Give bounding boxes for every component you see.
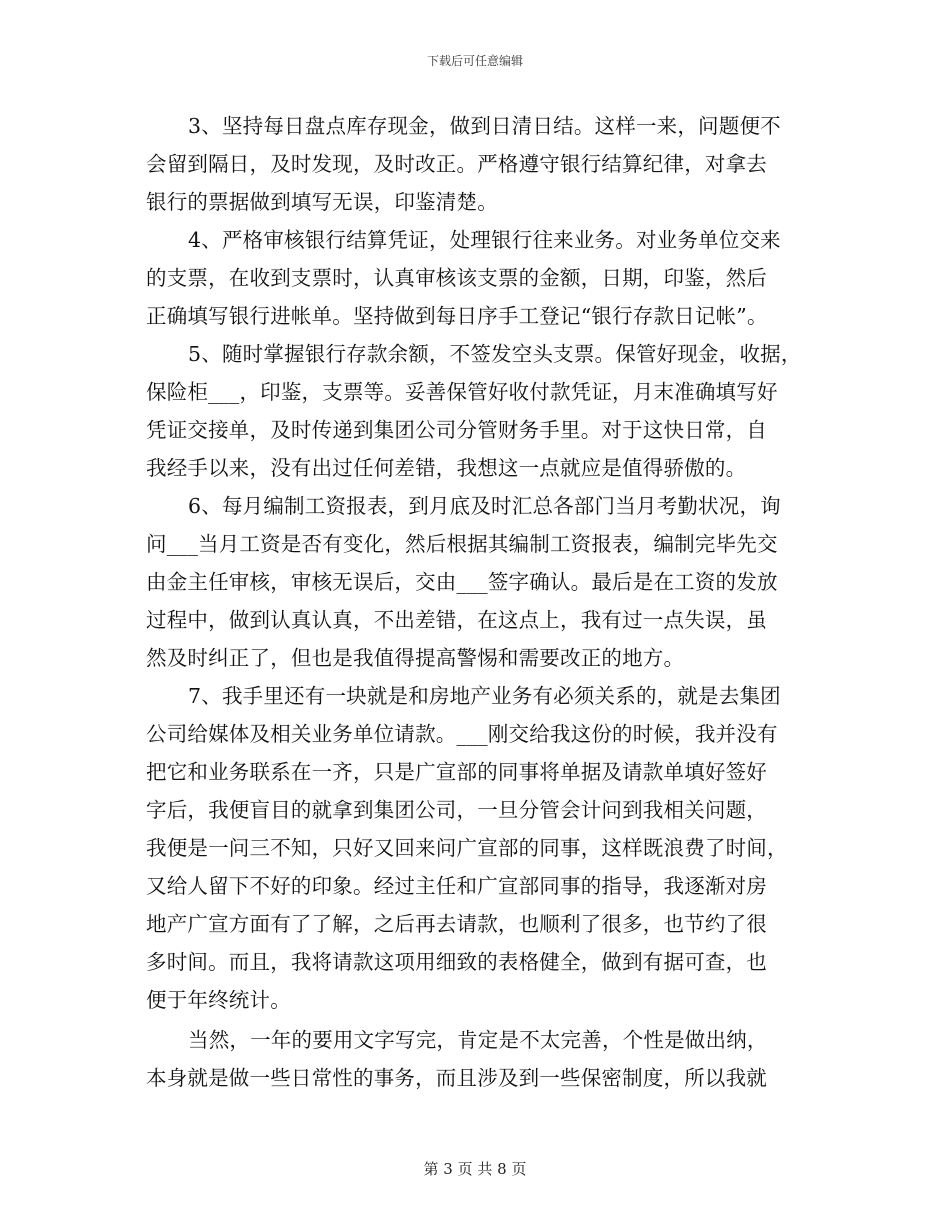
text-line: 过程中，做到认真认真，不出差错，在这点上，我有过一点失误，虽 [146, 608, 767, 632]
text-line: 3、坚持每日盘点库存现金，做到日清日结。这样一来，问题便不 [188, 114, 781, 138]
text-line: 会留到隔日，及时发现，及时改正。严格遵守银行结算纪律，对拿去 [146, 152, 767, 176]
text-line: 公司给媒体及相关业务单位请款。___刚交给我这份的时候，我并没有 [146, 722, 778, 746]
text-line: 本身就是做一些日常性的事务，而且涉及到一些保密制度，所以我就 [146, 1066, 767, 1090]
page-number-footer: 第 3 页 共 8 页 [423, 1160, 527, 1178]
text-line: 4、严格审核银行结算凭证，处理银行往来业务。对业务单位交来 [188, 228, 781, 252]
page-header-note: 下载后可任意编辑 [426, 54, 523, 68]
text-line: 正确填写银行进帐单。坚持做到每日序手工登记“银行存款日记帐”。 [146, 304, 768, 328]
text-line: 我便是一问三不知，只好又回来问广宣部的同事，这样既浪费了时间， [146, 836, 788, 860]
text-line: 7、我手里还有一块就是和房地产业务有必须关系的，就是去集团 [188, 684, 781, 708]
text-line: 5、随时掌握银行存款余额，不签发空头支票。保管好现金，收据， [188, 342, 802, 366]
text-line: 当然，一年的要用文字写完，肯定是不太完善，个性是做出纳， [188, 1028, 768, 1052]
text-line: 我经手以来，没有出过任何差错，我想这一点就应是值得骄傲的。 [146, 456, 747, 480]
text-line: 把它和业务联系在一齐，只是广宣部的同事将单据及请款单填好签好 [146, 760, 767, 784]
text-line: 多时间。而且，我将请款这项用细致的表格健全，做到有据可查，也 [146, 950, 767, 974]
text-line: 凭证交接单，及时传递到集团公司分管财务手里。对于这快日常，自 [146, 418, 767, 442]
text-line: 然及时纠正了，但也是我值得提高警惕和需要改正的地方。 [146, 646, 685, 670]
text-line: 字后，我便盲目的就拿到集团公司，一旦分管会计问到我相关问题， [146, 798, 767, 822]
text-line: 由金主任审核，审核无误后，交由___签字确认。最后是在工资的发放 [146, 570, 778, 594]
text-line: 6、每月编制工资报表，到月底及时汇总各部门当月考勤状况，询 [188, 494, 781, 518]
text-line: 问___当月工资是否有变化，然后根据其编制工资报表，编制完毕先交 [146, 532, 778, 556]
text-line: 保险柜___，印鉴，支票等。妥善保管好收付款凭证，月末准确填写好 [146, 380, 778, 404]
text-line: 地产广宣方面有了了解，之后再去请款，也顺利了很多，也节约了很 [146, 912, 767, 936]
text-line: 的支票，在收到支票时，认真审核该支票的金额，日期，印鉴，然后 [146, 266, 767, 290]
text-line: 便于年终统计。 [146, 988, 291, 1012]
text-line: 又给人留下不好的印象。经过主任和广宣部同事的指导，我逐渐对房 [146, 874, 767, 898]
text-line: 银行的票据做到填写无误，印鉴清楚。 [146, 190, 498, 214]
